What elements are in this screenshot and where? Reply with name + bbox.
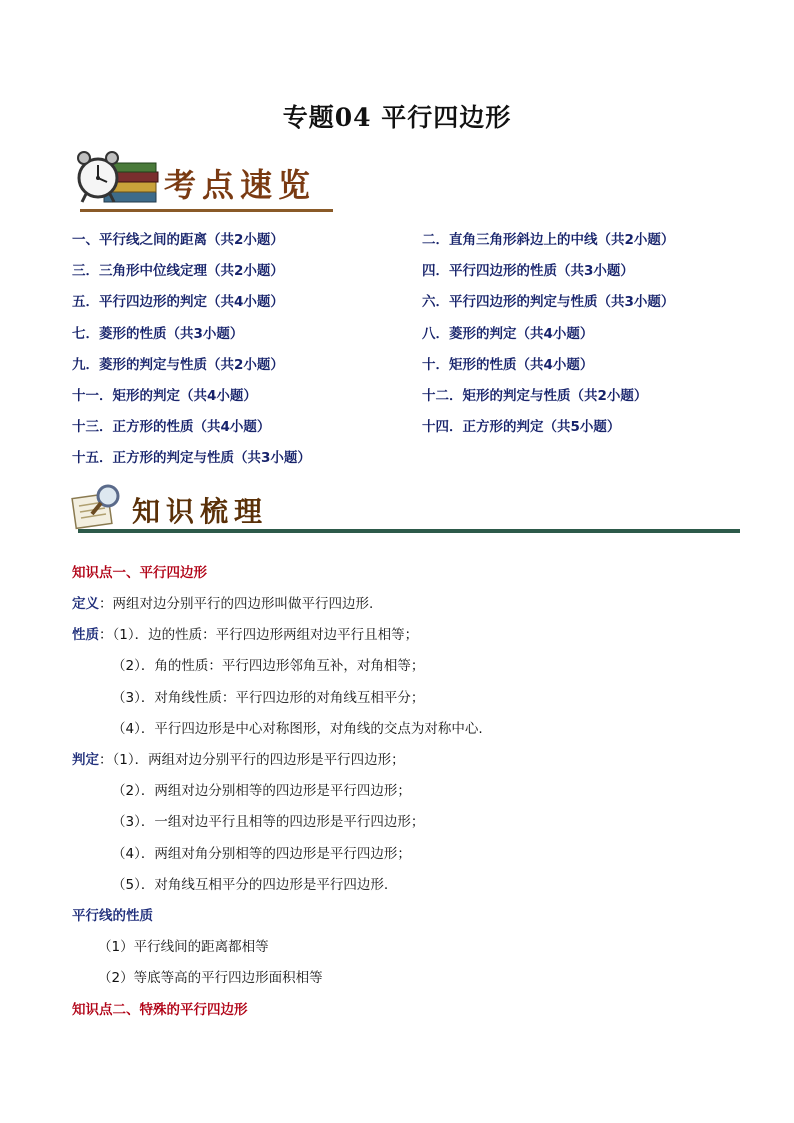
toc-item-12[interactable]: 十二．矩形的判定与性质（共2小题）	[422, 388, 648, 404]
toc-item-8[interactable]: 八．菱形的判定（共4小题）	[422, 326, 594, 342]
toc-item-3[interactable]: 三．三角形中位线定理（共2小题）	[72, 263, 284, 279]
toc-item-15[interactable]: 十五．正方形的判定与性质（共3小题）	[72, 450, 311, 466]
toc-item-14[interactable]: 十四．正方形的判定（共5小题）	[422, 419, 621, 435]
toc-item-9[interactable]: 九．菱形的判定与性质（共2小题）	[72, 357, 284, 373]
parallel-line-2: （2）等底等高的平行四边形面积相等	[98, 970, 323, 986]
judge-line-1	[72, 748, 405, 768]
toc-item-13[interactable]: 十三．正方形的性质（共4小题）	[72, 419, 271, 435]
parallel-heading: 平行线的性质	[72, 908, 153, 924]
judge-line-2: （2）．两组对边分别相等的四边形是平行四边形；	[112, 783, 411, 799]
prop-text-1: ：（1）．边的性质：平行四边形两组对边平行且相等；	[99, 627, 419, 643]
k1-heading: 知识点一、平行四边形	[72, 565, 207, 581]
judge-label: 判定	[72, 752, 99, 768]
prop-line-1	[72, 623, 418, 643]
judge-line-5: （5）．对角线互相平分的四边形是平行四边形.	[112, 877, 389, 893]
def-text: ：两组对边分别平行的四边形叫做平行四边形.	[99, 596, 374, 612]
def-label: 定义	[72, 596, 99, 612]
toc-item-6[interactable]: 六．平行四边形的判定与性质（共3小题）	[422, 294, 675, 310]
toc-item-10[interactable]: 十．矩形的性质（共4小题）	[422, 357, 594, 373]
knowledge-divider	[78, 529, 740, 533]
judge-line-4: （4）．两组对角分别相等的四边形是平行四边形；	[112, 846, 411, 862]
judge-text-1: ：（1）．两组对边分别平行的四边形是平行四边形；	[99, 752, 405, 768]
knowledge-banner-title: 知识梳理	[132, 495, 269, 528]
prop-line-2: （2）．角的性质：平行四边形邻角互补，对角相等；	[112, 658, 425, 674]
toc-item-4[interactable]: 四．平行四边形的性质（共3小题）	[422, 263, 634, 279]
alarm-clock-books-icon	[70, 148, 162, 210]
k2-heading: 知识点二、特殊的平行四边形	[72, 1002, 248, 1018]
toc-item-2[interactable]: 二．直角三角形斜边上的中线（共2小题）	[422, 232, 675, 248]
overview-banner-title: 考点速览	[164, 166, 317, 204]
toc-item-7[interactable]: 七．菱形的性质（共3小题）	[72, 326, 244, 342]
prop-line-3: （3）．对角线性质：平行四边形的对角线互相平分；	[112, 690, 425, 706]
prop-line-4: （4）．平行四边形是中心对称图形，对角线的交点为对称中心.	[112, 721, 483, 737]
prop-label: 性质	[72, 627, 99, 643]
knowledge-banner	[70, 482, 742, 538]
toc-item-11[interactable]: 十一．矩形的判定（共4小题）	[72, 388, 257, 404]
judge-line-3: （3）．一组对边平行且相等的四边形是平行四边形；	[112, 814, 425, 830]
overview-divider	[80, 209, 333, 212]
notepad-magnifier-icon	[70, 482, 128, 532]
overview-banner	[70, 148, 335, 214]
def-line	[72, 592, 373, 612]
page-title: 专题04 平行四边形	[282, 103, 512, 132]
toc-item-5[interactable]: 五．平行四边形的判定（共4小题）	[72, 294, 284, 310]
toc-item-1[interactable]: 一、平行线之间的距离（共2小题）	[72, 232, 284, 248]
parallel-line-1: （1）平行线间的距离都相等	[98, 939, 269, 955]
